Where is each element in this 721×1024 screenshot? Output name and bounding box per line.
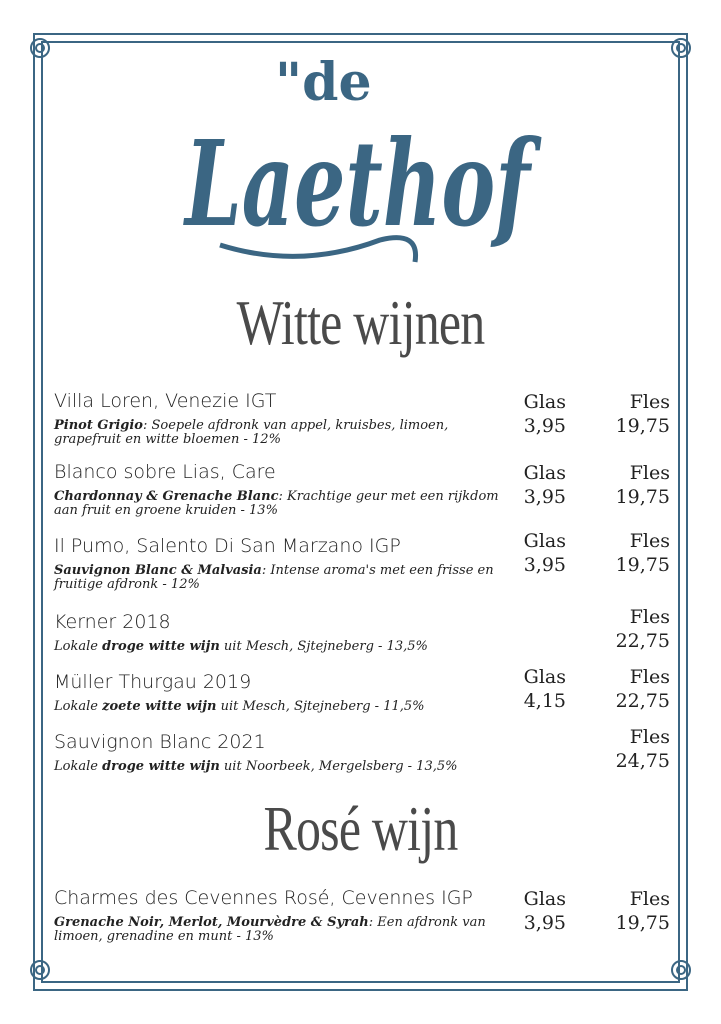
glass-price: Glas 3,95	[523, 462, 566, 508]
bottle-price: Fles 19,75	[615, 391, 670, 437]
bottle-price: Fles 22,75	[615, 666, 670, 712]
wine-name: Kerner 2018	[54, 611, 171, 633]
bottle-price: Fles 19,75	[615, 462, 670, 508]
wine-description: Sauvignon Blanc & Malvasia: Intense aroma's met een frisse en fruitige afdronk - 12%	[54, 563, 494, 592]
wine-name: Charmes des Cevennes Rosé, Cevennes IGP	[54, 887, 473, 909]
wine-name: Blanco sobre Lias, Care	[54, 461, 276, 483]
wine-description: Lokale droge witte wijn uit Noorbeek, Mergelsberg - 13,5%	[54, 759, 458, 774]
laethof-logo	[180, 40, 540, 280]
bottle-price: Fles 24,75	[615, 726, 670, 772]
svg-text:Laethof: Laethof	[182, 114, 542, 253]
glass-price: Glas 3,95	[523, 888, 566, 934]
bottle-price: Fles 19,75	[615, 530, 670, 576]
wine-description: Chardonnay & Grenache Blanc: Krachtige geur met een rijkdom aan fruit en groene kruiden - 13%	[54, 489, 499, 518]
wine-description: Grenache Noir, Merlot, Mourvèdre & Syrah: Een afdronk van limoen, grenadine en munt - 13%	[54, 915, 486, 944]
wine-name: Müller Thurgau 2019	[54, 671, 252, 693]
bottle-price: Fles 19,75	[615, 888, 670, 934]
wine-description: Pinot Grigio: Soepele afdronk van appel, kruisbes, limoen, grapefruit en witte bloemen - 12%	[54, 418, 449, 447]
svg-text:"de: "de	[275, 52, 372, 113]
glass-price: Glas 3,95	[523, 391, 566, 437]
section-title-rose-wine: Rosé wijn	[263, 793, 458, 864]
wine-name: Sauvignon Blanc 2021	[54, 731, 266, 753]
glass-price: Glas 4,15	[523, 666, 566, 712]
wine-description: Lokale droge witte wijn uit Mesch, Sjtejneberg - 13,5%	[54, 639, 428, 654]
bottle-price: Fles 22,75	[615, 606, 670, 652]
section-title-white-wines: Witte wijnen	[236, 287, 485, 358]
wine-description: Lokale zoete witte wijn uit Mesch, Sjtejneberg - 11,5%	[54, 699, 425, 714]
wine-name: Villa Loren, Venezie IGT	[54, 390, 277, 412]
wine-name: Il Pumo, Salento Di San Marzano IGP	[54, 535, 401, 557]
glass-price: Glas 3,95	[523, 530, 566, 576]
